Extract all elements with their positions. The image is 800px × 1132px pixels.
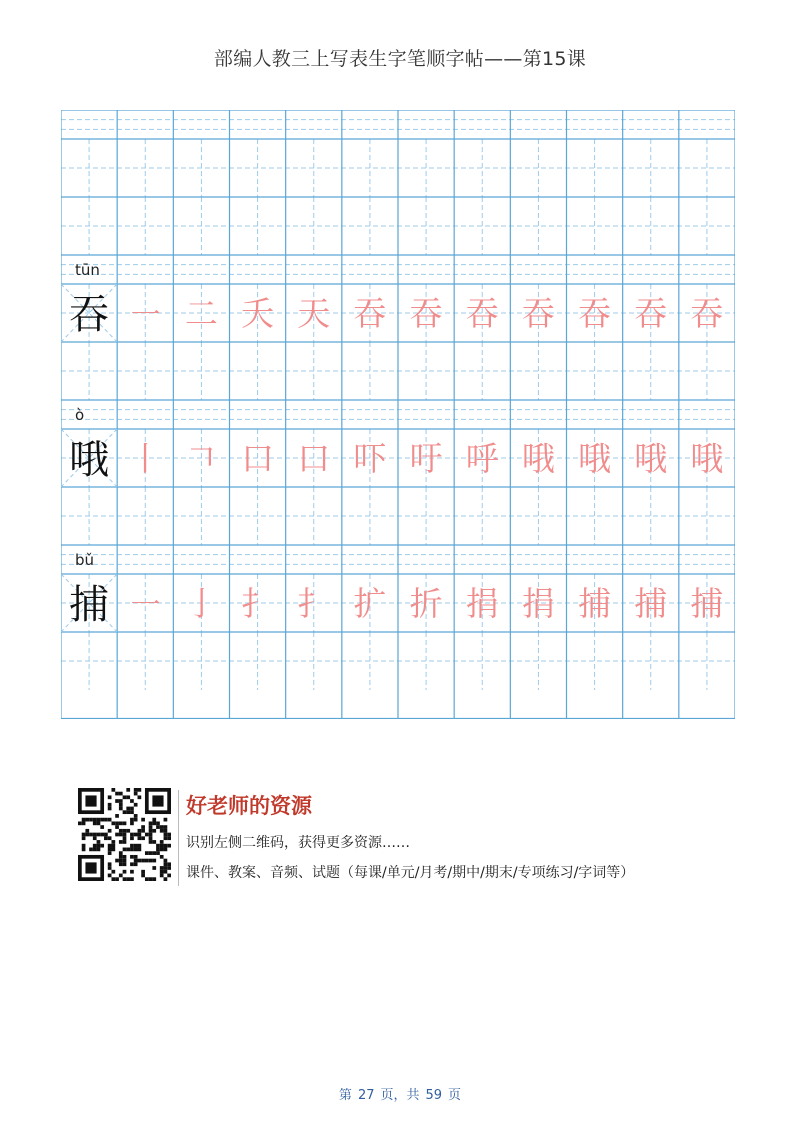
page-title: 部编人教三上写表生字笔顺字帖——第15课 xyxy=(213,48,587,70)
stroke-order-step: 吞 xyxy=(353,294,387,333)
stroke-order-step: 捐 xyxy=(465,584,499,623)
stroke-order-step: 口 xyxy=(297,439,331,478)
pinyin-label: bǔ xyxy=(75,551,95,569)
stroke-order-step: 扩 xyxy=(353,584,387,623)
footer-prefix: 第 xyxy=(338,1088,352,1103)
stroke-order-step: 吞 xyxy=(409,294,443,333)
stroke-order-step: 吓 xyxy=(353,439,387,478)
model-character: 哦 xyxy=(69,437,110,483)
stroke-order-step: 吁 xyxy=(409,439,443,478)
pinyin-label: ò xyxy=(75,406,85,424)
stroke-order-step: 呼 xyxy=(465,439,499,478)
stroke-order-step: 二 xyxy=(184,294,218,333)
stroke-order-step: 丨 xyxy=(128,439,162,478)
stroke-order-step: 夭 xyxy=(241,294,275,333)
stroke-order-step: 吞 xyxy=(634,294,668,333)
stroke-order-step: 捕 xyxy=(690,584,724,623)
stroke-order-step: 𠃍 xyxy=(184,439,218,478)
promo-description: 识别左侧二维码，获得更多资源…… xyxy=(186,835,410,851)
promo-resource-list: 课件、教案、音频、试题（每课/单元/月考/期中/期末/专项练习/字词等） xyxy=(186,865,635,881)
model-character: 捕 xyxy=(69,582,110,628)
footer-suffix: 页 xyxy=(448,1088,462,1103)
stroke-order-step: 哦 xyxy=(521,439,555,478)
model-character: 吞 xyxy=(69,292,110,338)
stroke-order-step: 吞 xyxy=(465,294,499,333)
stroke-order-step: 吞 xyxy=(690,294,724,333)
stroke-order-step: 捕 xyxy=(578,584,612,623)
stroke-order-step: 吞 xyxy=(578,294,612,333)
promo-title: 好老师的资源 xyxy=(186,794,312,818)
stroke-order-step: 哦 xyxy=(578,439,612,478)
stroke-order-step: 哦 xyxy=(690,439,724,478)
promo-divider xyxy=(178,790,179,886)
page-footer xyxy=(0,1084,800,1103)
stroke-order-step: 捕 xyxy=(634,584,668,623)
stroke-order-step: 天 xyxy=(297,294,331,333)
stroke-order-step: 亅 xyxy=(184,584,218,623)
pinyin-label: tūn xyxy=(75,261,100,279)
stroke-order-step: 扌 xyxy=(297,584,331,623)
stroke-order-step: 折 xyxy=(409,584,443,623)
stroke-order-step: ㇐ xyxy=(128,294,162,333)
stroke-order-step: 吞 xyxy=(521,294,555,333)
stroke-order-step: 哦 xyxy=(634,439,668,478)
stroke-order-step: 口 xyxy=(241,439,275,478)
footer-mid: 页，共 xyxy=(380,1088,420,1103)
writing-grid xyxy=(61,110,735,719)
stroke-order-step: 捐 xyxy=(521,584,555,623)
qr-code-icon[interactable] xyxy=(78,788,171,881)
stroke-order-step: 扌 xyxy=(241,584,275,623)
stroke-order-step: ㇐ xyxy=(128,584,162,623)
footer-current-page: 27 xyxy=(357,1088,375,1103)
footer-total-pages: 59 xyxy=(425,1088,443,1103)
promo-block xyxy=(78,788,758,888)
